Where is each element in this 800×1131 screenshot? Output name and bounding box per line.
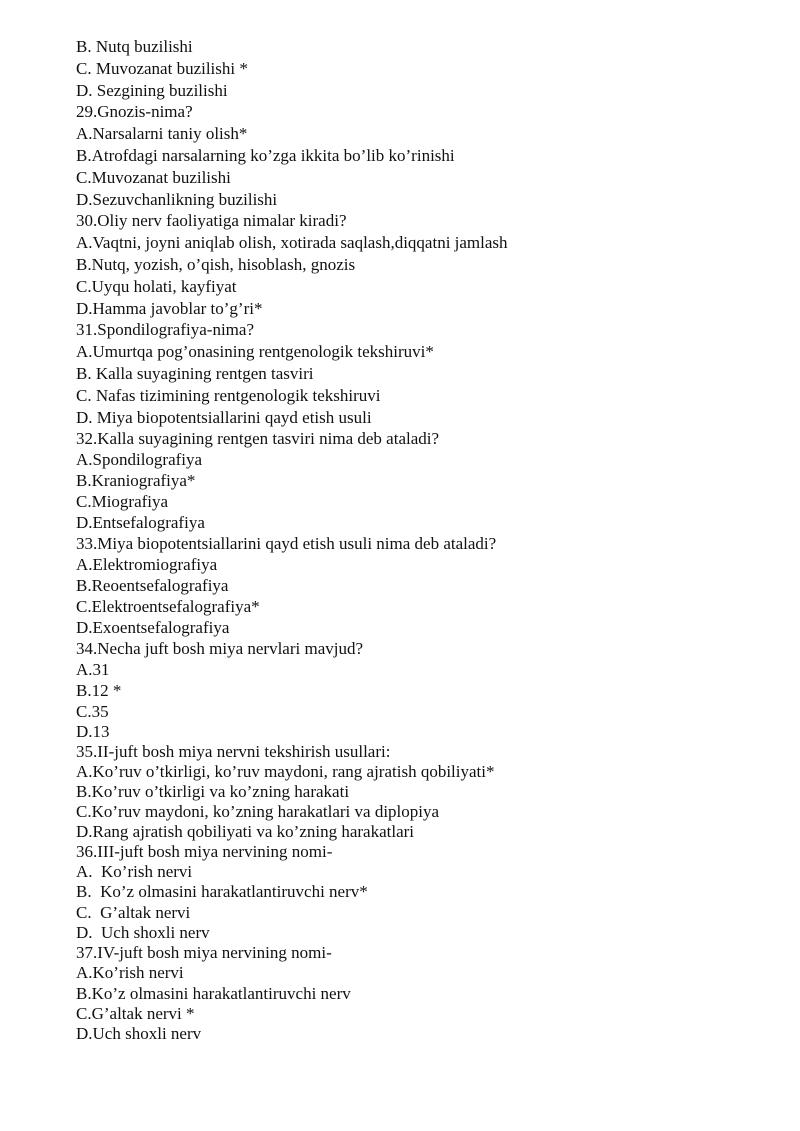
question-line: 37.IV-juft bosh miya nervining nomi- xyxy=(76,943,332,963)
question-line: 35.II-juft bosh miya nervni tekshirish usullari: xyxy=(76,742,391,762)
text-line: A.Ko’rish nervi xyxy=(76,963,184,983)
text-line: B. Nutq buzilishi xyxy=(76,37,193,56)
text-line: D.Hamma javoblar to’g’ri* xyxy=(76,298,263,318)
text-line: A.Narsalarni taniy olish* xyxy=(76,124,248,144)
text-line: A.31 xyxy=(76,660,110,680)
text-line: A.Umurtqa pog’onasining rentgenologik tekshiruvi* xyxy=(76,342,434,362)
text-line: C. Nafas tizimining rentgenologik tekshiruvi xyxy=(76,385,381,405)
question-line: 32.Kalla suyagining rentgen tasviri nima deb ataladi? xyxy=(76,429,440,449)
text-line: B.Ko’ruv o’tkirligi va ko’zning harakati xyxy=(76,782,350,802)
text-line: A.Vaqtni, joyni aniqlab olish, xotirada saqlash,diqqatni jamlash xyxy=(76,233,508,253)
text-line: C.Ko’ruv maydoni, ko’zning harakatlari va diplopiya xyxy=(76,801,440,821)
text-line: C.Elektroentsefalografiya* xyxy=(76,597,260,617)
document-page xyxy=(76,36,776,1045)
text-line: D. Uch shoxli nerv xyxy=(76,922,210,942)
question-line: 29.Gnozis-nima? xyxy=(76,102,193,122)
question-line: 30.Oliy nerv faoliyatiga nimalar kiradi? xyxy=(76,211,347,231)
text-line: D. Sezgining buzilishi xyxy=(76,80,228,100)
text-line: B.Kraniografiya* xyxy=(76,471,196,491)
text-line: C.Miografiya xyxy=(76,492,169,512)
text-line: C.35 xyxy=(76,702,109,722)
text-line: D.Rang ajratish qobiliyati va ko’zning harakatlari xyxy=(76,821,415,841)
text-line: B.12 * xyxy=(76,681,122,701)
text-line: C.Uyqu holati, kayfiyat xyxy=(76,276,237,296)
text-line: D.Exoentsefalografiya xyxy=(76,618,230,638)
text-line: C. G’altak nervi xyxy=(76,902,191,922)
text-line: B.Atrofdagi narsalarning ko’zga ikkita bo’lib ko’rinishi xyxy=(76,145,455,165)
text-line: A.Elektromiografiya xyxy=(76,555,218,575)
text-line: B.Ko’z olmasini harakatlantiruvchi nerv xyxy=(76,983,351,1003)
question-line: 36.III-juft bosh miya nervining nomi- xyxy=(76,841,333,861)
text-line: D.Uch shoxli nerv xyxy=(76,1024,202,1044)
question-line: 34.Necha juft bosh miya nervlari mavjud? xyxy=(76,639,364,659)
text-line: B.Nutq, yozish, o’qish, hisoblash, gnozis xyxy=(76,254,356,274)
text-line: B.Reoentsefalografiya xyxy=(76,576,229,596)
text-line: C.Muvozanat buzilishi xyxy=(76,167,231,187)
text-line: A. Ko’rish nervi xyxy=(76,861,193,881)
text-line: D.Sezuvchanlikning buzilishi xyxy=(76,189,278,209)
question-line: 31.Spondilografiya-nima? xyxy=(76,320,254,340)
text-line: C.G’altak nervi * xyxy=(76,1004,195,1024)
text-line: D.Entsefalografiya xyxy=(76,513,205,533)
text-line: D.13 xyxy=(76,722,110,742)
text-line: B. Kalla suyagining rentgen tasviri xyxy=(76,363,314,383)
text-line: D. Miya biopotentsiallarini qayd etish usuli xyxy=(76,407,372,427)
question-line: 33.Miya biopotentsiallarini qayd etish usuli nima deb ataladi? xyxy=(76,534,497,554)
text-line: A.Ko’ruv o’tkirligi, ko’ruv maydoni, rang ajratish qobiliyati* xyxy=(76,762,495,782)
text-line: B. Ko’z olmasini harakatlantiruvchi nerv* xyxy=(76,882,368,902)
text-line: C. Muvozanat buzilishi * xyxy=(76,58,248,78)
text-line: A.Spondilografiya xyxy=(76,450,203,470)
